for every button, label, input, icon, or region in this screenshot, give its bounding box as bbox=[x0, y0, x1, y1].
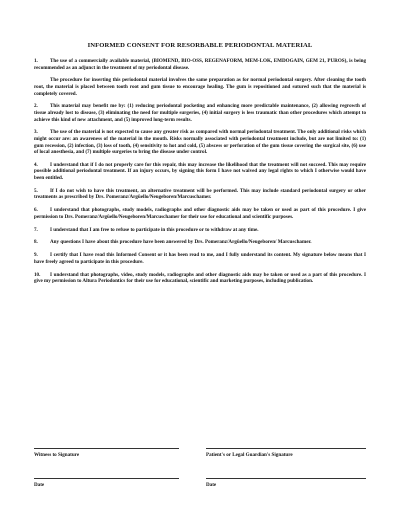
clause-number: 7. bbox=[34, 226, 38, 233]
clause-number: 8. bbox=[34, 239, 38, 246]
clause-number: 5. bbox=[34, 187, 38, 194]
clause-4 bbox=[34, 162, 366, 182]
patient-signature-label: Patient's or Legal Guardian's Signature bbox=[206, 452, 293, 458]
clause-10 bbox=[34, 272, 366, 285]
clause-6 bbox=[34, 207, 366, 220]
clause-2 bbox=[34, 103, 366, 123]
clause-number: 9. bbox=[34, 252, 38, 259]
clause-9 bbox=[34, 252, 366, 265]
patient-signature-block bbox=[206, 448, 366, 458]
clause-text: The use of a commercially available material, (BIOMEND, BIO-OSS, REGENAFORM, MEM-LOK, EMDOGAIN, GEM 21, PUROS), is being recommended as an adjunct in the treatment of my periodontal disease. bbox=[34, 58, 366, 71]
witness-date-line[interactable] bbox=[34, 478, 179, 479]
signature-section bbox=[34, 448, 366, 508]
clause-3 bbox=[34, 129, 366, 155]
date-row bbox=[34, 478, 366, 488]
clause-8 bbox=[34, 239, 366, 246]
clause-1 bbox=[34, 58, 366, 71]
clause-text: I understand that photographs, video, study models, radiographs and other diagnostic aids may be taken or used as a part of this procedure. I give my permission to Altura Periodontics for their use for educational, scientific and marketing purposes, including publication. bbox=[34, 271, 366, 285]
clause-1-procedure bbox=[34, 77, 366, 97]
clause-7 bbox=[34, 227, 366, 234]
clause-text: I understand that photographs, study models, radiographs and other diagnostic aids may be taken or used as part of this procedure. I give permission to Drs. Pomeranz/Argüello/Neugeboren/Marcuschamer for their use for educational and scientific purposes. bbox=[34, 207, 366, 220]
clause-5 bbox=[34, 188, 366, 201]
clause-number: 2. bbox=[34, 103, 38, 110]
clause-text: This material may benefit me by: (1) reducing periodontal pocketing and enhancing more predictable maintenance, (2) allowing regrowth of tissue already lost to disease, (3) eliminating the need for multiple surgeries, (4) initial surgery is less traumatic than other procedures which attempt to achieve this kind of new attachment, and (5) improved long-term results. bbox=[34, 103, 366, 123]
clause-text: I understand that I am free to refuse to participate in this procedure or to withdraw at any time. bbox=[50, 226, 259, 233]
clause-text: I understand that if I do not properly care for this repair, this may increase the likelihood that the treatment will not succeed. This may require possible additional periodontal treatment. If an injury occurs, by signing this form I have not waived any legal rights to which I otherwise would have been entitled. bbox=[34, 161, 366, 182]
clause-text: If I do not wish to have this treatment, an alternative treatment will be performed. This may include standard periodontal surgery or other treatments as prescribed by Drs. Pomeranz/Argüello/Neugeboren/Marcuschamer. bbox=[34, 187, 366, 201]
patient-signature-line[interactable] bbox=[206, 448, 366, 449]
signature-row bbox=[34, 448, 366, 458]
clause-text: Any questions I have about this procedure have been answered by Drs. Pomeranz/Argüello/Neugeboren/ Marcuschamer. bbox=[50, 239, 312, 246]
clause-text: The use of the material is not expected to cause any greater risk as compared with normal periodontal treatment. The only additional risks which might occur are: an awareness of the material in the mouth. Risks normally associated with periodontal treatment include, but are not limited to: (1) gum recession, (2) infection, (3) loss of tooth, (4) sensitivity to hot and cold, (5) abscess or perforation of the gum tissue covering the surgical site, (6) use of local anesthesia, and (7) multiple surgeries to bring the disease under control. bbox=[34, 129, 366, 156]
patient-date-block bbox=[206, 478, 366, 488]
witness-date-label: Date bbox=[34, 482, 45, 488]
witness-date-block bbox=[34, 478, 179, 488]
clause-number: 1. bbox=[34, 58, 38, 64]
document-title: INFORMED CONSENT FOR RESORBABLE PERIODONTAL MATERIAL bbox=[87, 42, 313, 49]
witness-signature-line[interactable] bbox=[34, 448, 179, 449]
witness-signature-block bbox=[34, 448, 179, 458]
clause-text: The procedure for inserting this periodontal material involves the same preparation as for normal periodontal surgery. After cleaning the tooth root, the material is placed between tooth root and gum tissue to encourage healing. The gum is repositioned and sutured such that the material is completely covered. bbox=[34, 77, 366, 97]
patient-date-line[interactable] bbox=[206, 478, 366, 479]
clause-number: 4. bbox=[34, 161, 38, 168]
clause-number: 10. bbox=[34, 271, 41, 278]
witness-signature-label: Witness to Signature bbox=[34, 452, 80, 458]
patient-date-label: Date bbox=[206, 482, 217, 488]
clause-number: 3. bbox=[34, 129, 38, 136]
clause-number: 6. bbox=[34, 207, 38, 214]
clause-text: I certify that I have read this Informed Consent or it has been read to me, and I fully understand its content. My signature below means that I have freely agreed to participate in this procedure. bbox=[34, 252, 366, 265]
